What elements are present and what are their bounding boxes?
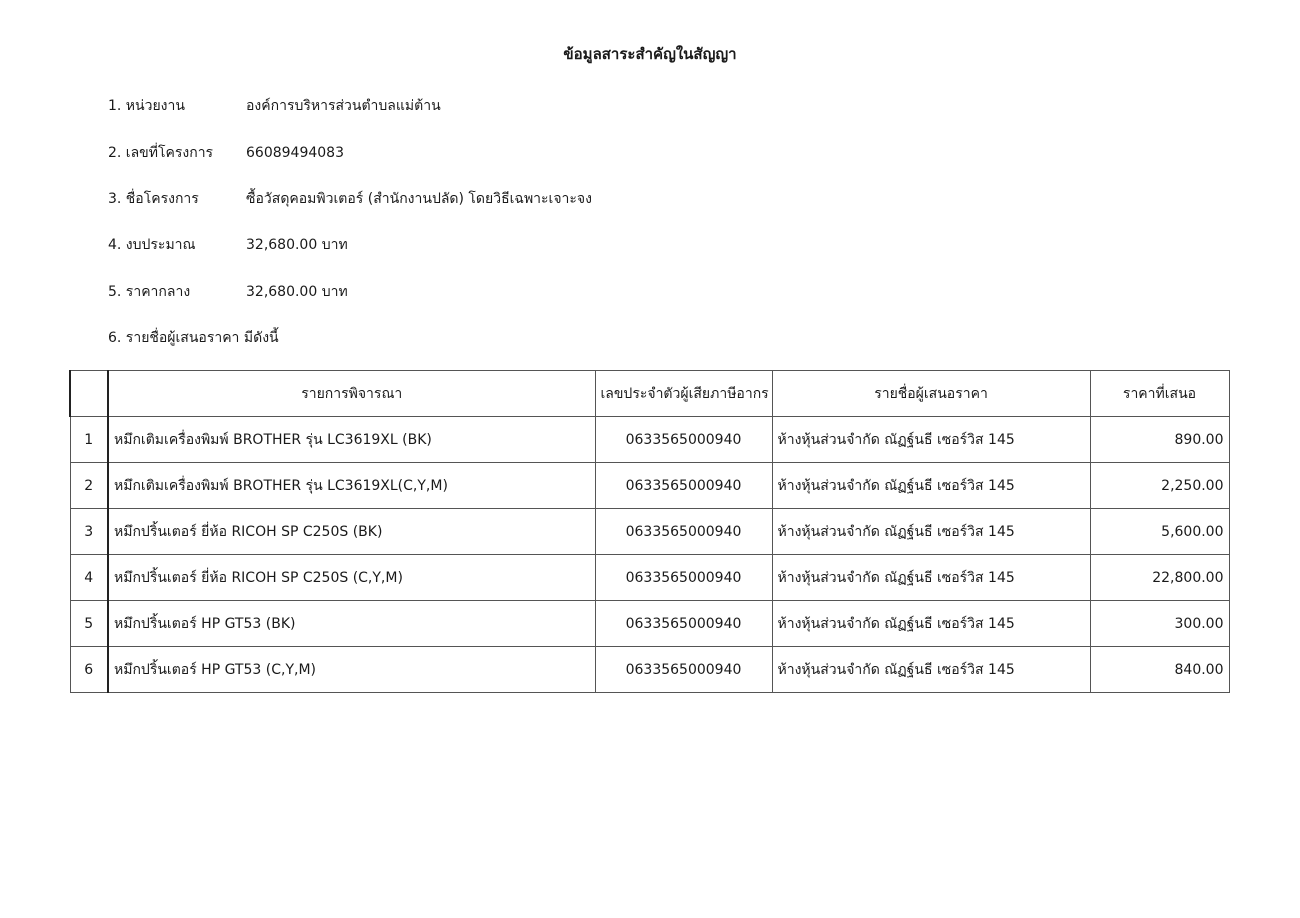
row-item: หมึกปริ้นเตอร์ HP GT53 (C,Y,M)	[108, 647, 595, 693]
info-value: 32,680.00 บาท	[246, 284, 348, 300]
row-index: 2	[70, 463, 108, 509]
row-tax-id: 0633565000940	[595, 601, 772, 647]
row-tax-id: 0633565000940	[595, 509, 772, 555]
row-index: 6	[70, 647, 108, 693]
table-row	[70, 417, 1229, 463]
row-index: 3	[70, 509, 108, 555]
info-label: 1. หน่วยงาน	[108, 98, 185, 114]
row-price: 890.00	[1090, 417, 1229, 463]
row-bidder: ห้างหุ้นส่วนจำกัด ณัฏฐ์นธี เซอร์วิส 145	[772, 601, 1090, 647]
header-index	[70, 371, 108, 417]
row-tax-id: 0633565000940	[595, 463, 772, 509]
row-bidder: ห้างหุ้นส่วนจำกัด ณัฏฐ์นธี เซอร์วิส 145	[772, 647, 1090, 693]
header-bidder: รายชื่อผู้เสนอราคา	[772, 371, 1090, 417]
info-value: 32,680.00 บาท	[246, 237, 348, 253]
row-tax-id: 0633565000940	[595, 417, 772, 463]
info-row-median-price	[108, 281, 348, 303]
info-label: 6. รายชื่อผู้เสนอราคา มีดังนี้	[108, 330, 279, 346]
header-item: รายการพิจารณา	[108, 371, 595, 417]
row-item: หมึกปริ้นเตอร์ HP GT53 (BK)	[108, 601, 595, 647]
info-value: 66089494083	[246, 145, 344, 161]
table-row	[70, 601, 1229, 647]
row-bidder: ห้างหุ้นส่วนจำกัด ณัฏฐ์นธี เซอร์วิส 145	[772, 463, 1090, 509]
row-index: 5	[70, 601, 108, 647]
info-value: องค์การบริหารส่วนตำบลแม่ต้าน	[246, 98, 441, 114]
header-tax-id: เลขประจำตัวผู้เสียภาษีอากร	[595, 371, 772, 417]
row-tax-id: 0633565000940	[595, 647, 772, 693]
row-item: หมึกเติมเครื่องพิมพ์ BROTHER รุ่น LC3619XL (BK)	[108, 417, 595, 463]
info-row-budget	[108, 234, 348, 256]
row-item: หมึกปริ้นเตอร์ ยี่ห้อ RICOH SP C250S (C,Y,M)	[108, 555, 595, 601]
row-bidder: ห้างหุ้นส่วนจำกัด ณัฏฐ์นธี เซอร์วิส 145	[772, 417, 1090, 463]
row-price: 2,250.00	[1090, 463, 1229, 509]
row-index: 4	[70, 555, 108, 601]
row-price: 840.00	[1090, 647, 1229, 693]
info-value: ซื้อวัสดุคอมพิวเตอร์ (สำนักงานปลัด) โดยวิธีเฉพาะเจาะจง	[246, 191, 592, 207]
info-label: 2. เลขที่โครงการ	[108, 145, 214, 161]
info-row-agency	[108, 95, 441, 117]
table-row	[70, 463, 1229, 509]
document-title: ข้อมูลสาระสำคัญในสัญญา	[563, 45, 737, 63]
info-row-bidders-heading	[108, 327, 279, 349]
table-row	[70, 509, 1229, 555]
row-price: 300.00	[1090, 601, 1229, 647]
row-item: หมึกเติมเครื่องพิมพ์ BROTHER รุ่น LC3619XL(C,Y,M)	[108, 463, 595, 509]
info-label: 3. ชื่อโครงการ	[108, 191, 199, 207]
row-price: 22,800.00	[1090, 555, 1229, 601]
table-row	[70, 555, 1229, 601]
header-price: ราคาที่เสนอ	[1090, 371, 1229, 417]
info-label: 4. งบประมาณ	[108, 237, 196, 253]
table-row	[70, 647, 1229, 693]
info-row-project-name	[108, 188, 592, 210]
row-price: 5,600.00	[1090, 509, 1229, 555]
bidders-table	[69, 370, 1230, 693]
row-index: 1	[70, 417, 108, 463]
row-tax-id: 0633565000940	[595, 555, 772, 601]
row-item: หมึกปริ้นเตอร์ ยี่ห้อ RICOH SP C250S (BK)	[108, 509, 595, 555]
row-bidder: ห้างหุ้นส่วนจำกัด ณัฏฐ์นธี เซอร์วิส 145	[772, 509, 1090, 555]
row-bidder: ห้างหุ้นส่วนจำกัด ณัฏฐ์นธี เซอร์วิส 145	[772, 555, 1090, 601]
info-row-project-number	[108, 142, 344, 164]
info-label: 5. ราคากลาง	[108, 284, 191, 300]
table-header-row	[70, 371, 1229, 417]
